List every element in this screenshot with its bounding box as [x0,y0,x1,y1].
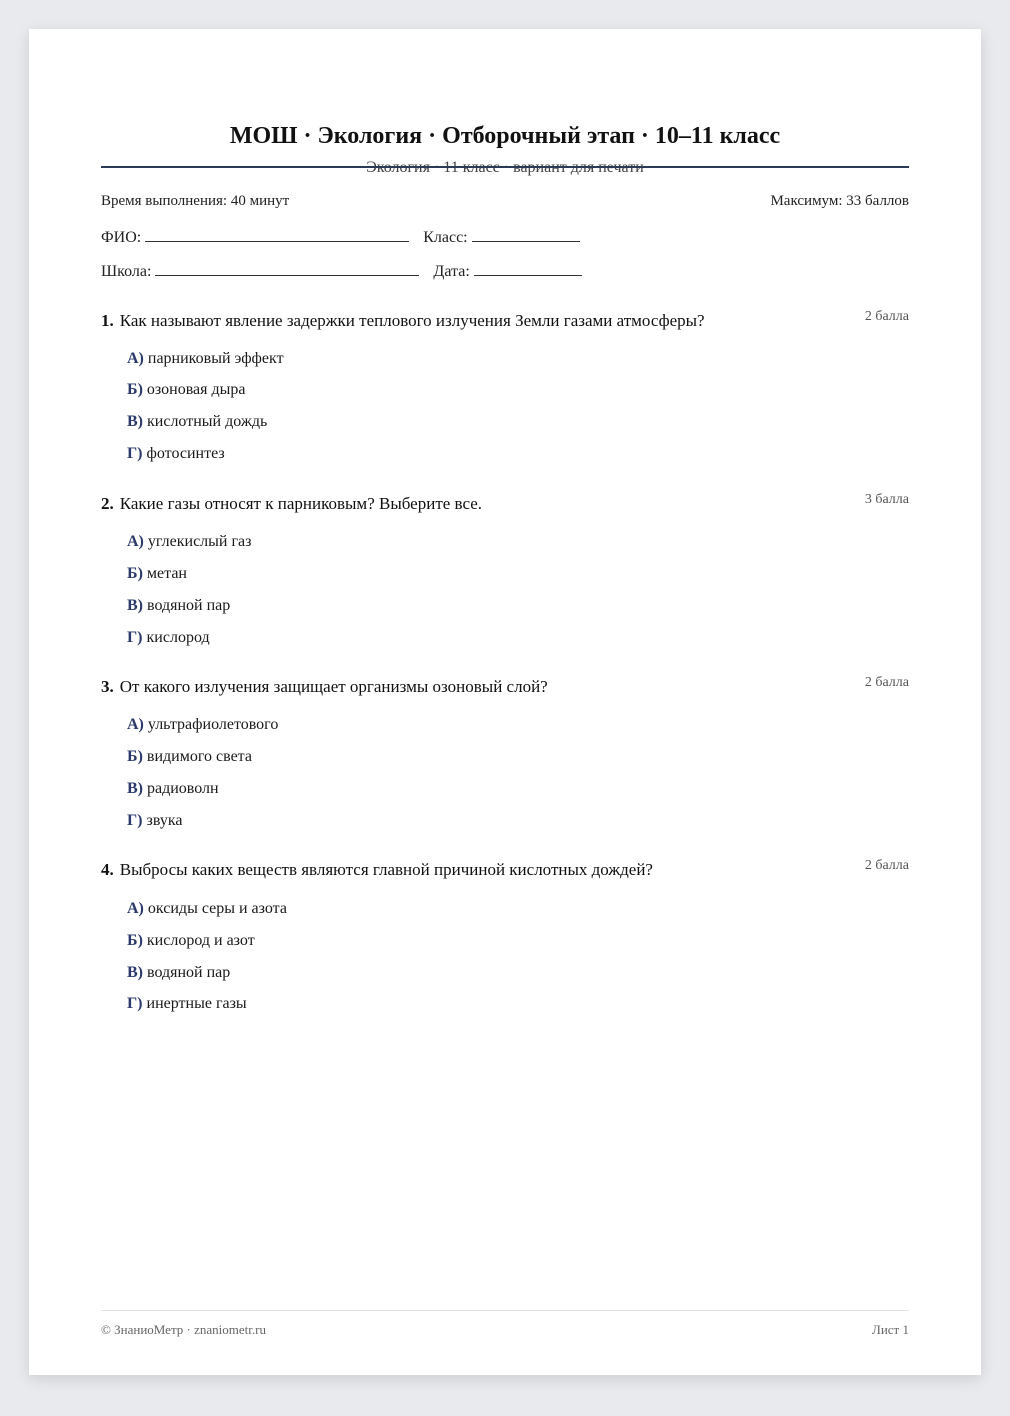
option-text: инертные газы [146,995,247,1012]
answer-option[interactable] [127,716,278,734]
answer-option[interactable] [127,350,284,368]
option-letter: Б) [127,932,143,949]
answer-option[interactable] [127,445,225,463]
answer-option[interactable] [127,932,255,950]
document-page [29,29,981,1375]
option-letter: Б) [127,748,143,765]
school-date-row [101,259,582,281]
option-text: водяной пар [147,597,231,614]
question-3 [101,677,909,697]
school-field[interactable] [155,259,419,276]
footer-copyright: © ЗнаниоМетр · znaniometr.ru [101,1322,266,1337]
fio-label: ФИО: [101,229,142,246]
question-text: Какие газы относят к парниковым? Выберите все. [119,494,483,513]
question-4 [101,860,909,880]
option-letter: Б) [127,565,143,582]
option-letter: В) [127,780,143,797]
question-number: 1. [101,311,114,330]
answer-option[interactable] [127,780,219,798]
class-field[interactable] [472,225,580,242]
page-title: МОШ · Экология · Отборочный этап · 10–11 класс [229,123,781,149]
answer-option[interactable] [127,381,246,399]
question-points: 2 балла [864,675,909,690]
option-text: углекислый газ [147,533,252,550]
option-letter: Г) [127,629,143,646]
answer-option[interactable] [127,748,252,766]
option-text: кислотный дождь [147,413,268,430]
header-divider [101,166,909,168]
option-letter: В) [127,964,143,981]
option-text: ультрафиолетового [147,716,279,733]
page-subtitle [29,159,981,177]
option-letter: А) [127,900,144,917]
answer-option[interactable] [127,413,267,431]
option-letter: Г) [127,445,143,462]
question-points: 2 балла [864,309,909,324]
fio-field[interactable] [145,225,409,242]
time-limit: Время выполнения: 40 минут [101,193,290,209]
school-label: Школа: [101,263,152,280]
option-text: радиоволн [147,780,219,797]
date-label: Дата: [433,263,470,280]
option-text: кислород [146,629,210,646]
option-letter: А) [127,350,144,367]
answer-option[interactable] [127,900,287,918]
answer-option[interactable] [127,812,182,830]
answer-option[interactable] [127,629,210,647]
option-letter: Г) [127,812,143,829]
option-text: водяной пар [147,964,231,981]
option-letter: Г) [127,995,143,1012]
fio-class-row [101,225,580,247]
answer-option[interactable] [127,995,247,1013]
question-2 [101,494,909,514]
question-1 [101,311,909,331]
meta-row [101,193,909,210]
option-letter: В) [127,413,143,430]
option-letter: А) [127,716,144,733]
footer-divider [101,1310,909,1311]
option-text: оксиды серы и азота [147,900,287,917]
answer-option[interactable] [127,964,230,982]
question-number: 4. [101,860,114,879]
footer-sheet-number: Лист 1 [872,1322,909,1337]
option-letter: В) [127,597,143,614]
option-text: видимого света [146,748,252,765]
option-text: парниковый эффект [147,350,284,367]
answer-option[interactable] [127,565,187,583]
option-text: фотосинтез [146,445,225,462]
question-text: От какого излучения защищает организмы озоновый слой? [119,677,548,696]
date-field[interactable] [474,259,582,276]
question-points: 2 балла [864,858,909,873]
option-text: озоновая дыра [146,381,246,398]
option-letter: Б) [127,381,143,398]
question-number: 3. [101,677,114,696]
question-points: 3 балла [864,492,909,507]
answer-option[interactable] [127,533,251,551]
answer-option[interactable] [127,597,230,615]
question-number: 2. [101,494,114,513]
max-score: Максимум: 33 баллов [770,193,909,209]
option-text: кислород и азот [146,932,255,949]
option-text: метан [146,565,187,582]
option-text: звука [146,812,183,829]
question-text: Выбросы каких веществ являются главной причиной кислотных дождей? [119,860,653,879]
question-text: Как называют явление задержки теплового излучения Земли газами атмосферы? [119,311,705,330]
class-label: Класс: [423,229,468,246]
option-letter: А) [127,533,144,550]
